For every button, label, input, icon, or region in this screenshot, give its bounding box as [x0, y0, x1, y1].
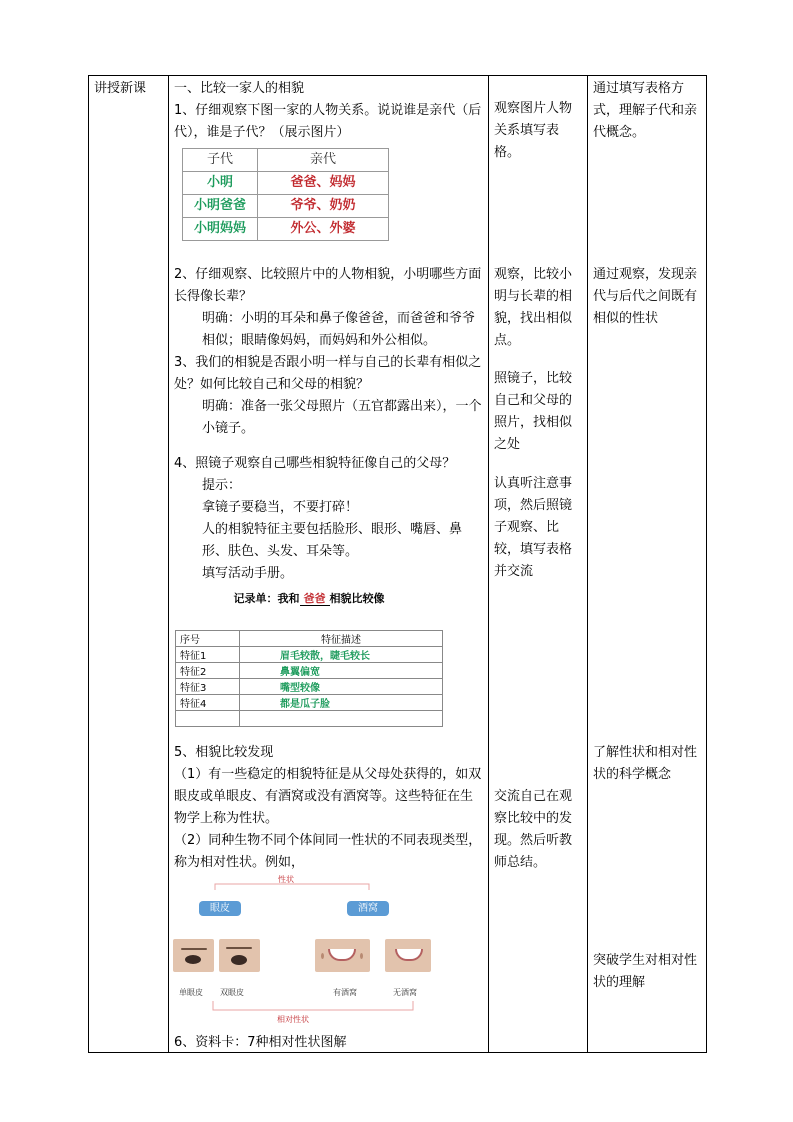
section-2 — [169, 262, 488, 442]
record-row — [176, 679, 443, 695]
teacher-activity-cell — [169, 76, 489, 1053]
record-header-desc: 特征描述 — [240, 631, 443, 647]
section-2b — [169, 451, 488, 587]
record-no: 特征2 — [176, 663, 240, 679]
question-5: 5、相貌比较发现 — [174, 745, 274, 760]
record-header-no: 序号 — [176, 631, 240, 647]
question-3: 3、我们的相貌是否跟小明一样与自己的长辈有相似之处？如何比较自己和父母的相貌？ — [174, 355, 482, 392]
record-desc: 都是瓜子脸 — [240, 695, 443, 711]
record-row — [176, 647, 443, 663]
design-intent-3: 了解性状和相对性状的科学概念 — [593, 745, 698, 782]
section-3b — [169, 1030, 488, 1056]
record-table — [175, 630, 443, 727]
trait-diagram — [173, 874, 488, 1026]
design-intent-1: 通过填写表格方式，理解子代和亲代概念。 — [593, 81, 698, 140]
kin-header-child: 子代 — [183, 149, 258, 172]
student-activity-2: 观察，比较小明与长辈的相貌，找出相似点。 — [494, 267, 573, 348]
student-activity-cell — [489, 76, 588, 1053]
record-sheet — [169, 590, 488, 727]
question-6: 6、资料卡：7种相对性状图解 — [174, 1035, 347, 1050]
record-desc: 眉毛较散，睫毛较长 — [240, 647, 443, 663]
record-no: 特征3 — [176, 679, 240, 695]
record-blank: 爸爸 — [300, 592, 330, 606]
label-single-eyelid: 单眼皮 — [179, 988, 203, 997]
kin-row — [183, 218, 389, 241]
section-3 — [169, 740, 488, 876]
node-eyelid: 眼皮 — [199, 901, 241, 916]
design-intent-4: 突破学生对相对性状的理解 — [593, 953, 698, 990]
record-row — [176, 663, 443, 679]
diagram-top-label: 性状 — [278, 875, 294, 884]
kin-parent: 爷爷、奶奶 — [258, 195, 389, 218]
kin-parent: 外公、外婆 — [258, 218, 389, 241]
student-activity-3: 照镜子，比较自己和父母的照片，找相似之处 — [494, 371, 573, 452]
tip-3: 填写活动手册。 — [202, 566, 294, 581]
student-activity-4: 认真听注意事项，然后照镜子观察、比较，填写表格并交流 — [494, 476, 573, 579]
student-activity-1: 观察图片人物关系填写表格。 — [494, 101, 573, 160]
record-title — [169, 590, 439, 606]
kin-header-parent: 亲代 — [258, 149, 389, 172]
lesson-plan-table — [88, 75, 707, 1053]
record-row — [176, 711, 443, 727]
label-has-dimple: 有酒窝 — [333, 988, 357, 997]
paragraph-1: （1）有一些稳定的相貌特征是从父母处获得的，如双眼皮或单眼皮、有酒窝或没有酒窝等。这些特征在生物学上称为性状。 — [174, 767, 482, 826]
no-dimple-image — [385, 939, 431, 972]
diagram-bottom-label: 相对性状 — [277, 1015, 309, 1024]
tip-label: 提示： — [202, 478, 242, 493]
record-suffix: 相貌比较像 — [329, 592, 385, 605]
paragraph-2: （2）同种生物不同个体间同一性状的不同表现类型，称为相对性状。例如， — [174, 833, 482, 870]
double-eyelid-image — [219, 939, 260, 972]
design-intent-cell — [588, 76, 707, 1053]
row-header: 讲授新课 — [94, 81, 147, 96]
student-activity-5: 交流自己在观察比较中的发现。然后听教师总结。 — [494, 789, 573, 870]
record-desc — [240, 711, 443, 727]
section-1 — [169, 76, 488, 243]
answer-2: 明确：小明的耳朵和鼻子像爸爸，而爸爸和爷爷相似；眼睛像妈妈，而妈妈和外公相似。 — [202, 311, 476, 348]
kin-child: 小明妈妈 — [183, 218, 258, 241]
row-header-cell — [89, 76, 169, 1053]
kin-parent: 爸爸、妈妈 — [258, 172, 389, 195]
question-1: 1、仔细观察下图一家的人物关系。说说谁是亲代（后代），谁是子代？（展示图片） — [174, 103, 482, 140]
kin-row — [183, 172, 389, 195]
question-4: 4、照镜子观察自己哪些相貌特征像自己的父母？ — [174, 456, 456, 471]
design-intent-2: 通过观察，发现亲代与后代之间既有相似的性状 — [593, 267, 698, 326]
record-prefix: 记录单：我和 — [233, 592, 300, 605]
tip-2: 人的相貌特征主要包括脸形、眼形、嘴唇、鼻形、肤色、头发、耳朵等。 — [202, 522, 463, 559]
kin-row — [183, 195, 389, 218]
section-heading: 一、比较一家人的相貌 — [174, 81, 305, 96]
answer-3: 明确：准备一张父母照片（五官都露出来），一个小镜子。 — [202, 399, 482, 436]
tip-1: 拿镜子要稳当，不要打碎！ — [202, 500, 359, 515]
record-row — [176, 695, 443, 711]
record-no — [176, 711, 240, 727]
record-desc: 鼻翼偏宽 — [240, 663, 443, 679]
record-desc: 嘴型较像 — [240, 679, 443, 695]
kin-table — [182, 148, 389, 241]
record-no: 特征4 — [176, 695, 240, 711]
single-eyelid-image — [173, 939, 214, 972]
kin-child: 小明 — [183, 172, 258, 195]
node-dimple: 酒窝 — [347, 901, 389, 916]
kin-child: 小明爸爸 — [183, 195, 258, 218]
label-double-eyelid: 双眼皮 — [220, 988, 244, 997]
dimple-image — [315, 939, 370, 972]
question-2: 2、仔细观察、比较照片中的人物相貌，小明哪些方面长得像长辈？ — [174, 267, 482, 304]
label-no-dimple: 无酒窝 — [393, 988, 417, 997]
record-no: 特征1 — [176, 647, 240, 663]
